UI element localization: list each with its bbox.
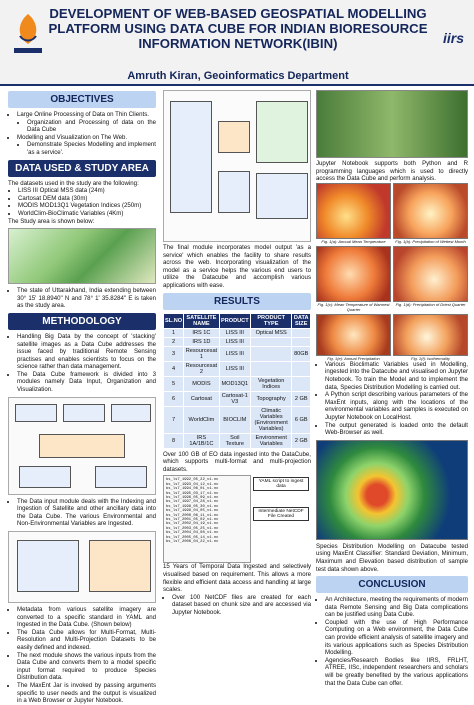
table-cell: 2 — [164, 337, 184, 346]
figure-caption: Fig. 1(a): Annual Mean Temperature — [321, 238, 386, 244]
bioclim-map — [393, 246, 468, 302]
table-cell: Cartosat-1 V3 — [219, 391, 250, 406]
table-cell: MODIS — [184, 376, 220, 391]
table-cell: 5 — [164, 376, 184, 391]
conclusion-heading: CONCLUSION — [316, 576, 468, 593]
list-item: • A Python script describing various parameters of the MaxEnt inputs, along with the locations of the environmental variables and samples is executed on Jupyter Notebook on LocalHost. — [325, 391, 468, 421]
bioclim-map — [393, 183, 468, 239]
table-cell: Soil Texture — [219, 433, 250, 448]
table-cell: 7 — [164, 406, 184, 433]
temporal-text: 15 Years of Temporal Data Ingested and selectively visualised based on requirement. This allows a more flexible and efficient data access and handling at large scales. — [163, 563, 311, 594]
bioclim-map — [316, 183, 391, 239]
table-cell — [292, 337, 311, 346]
table-cell: LISS III — [219, 337, 250, 346]
table-row — [164, 337, 311, 346]
results-heading: RESULTS — [163, 293, 311, 310]
table-cell — [292, 376, 311, 391]
bioclim-grid — [316, 183, 468, 361]
table-cell: IRS 1D — [184, 337, 220, 346]
ingestion-diagram — [8, 531, 156, 603]
list-item: • Organization and Processing of data on the Data Cube — [27, 119, 156, 134]
table-cell: MOD13Q1 — [219, 376, 250, 391]
table-cell: Vegetation Indices — [250, 376, 292, 391]
module-text: The final module incorporates model output 'as a service' which enables the facility to share results across the web. Incorporating visualization of the model as a service helps the various end users to utilize the Datacube and accomplish various applications with ease. — [163, 244, 311, 289]
figure-caption: Fig. 1(e): Annual Precipitation — [327, 355, 380, 361]
sdm-caption: Species Distribution Modelling on Datacube tested using MaxEnt Classifier: Standard Deviation, Minimum, Maximum and Elevation based distribution of sample test data shown above. — [316, 542, 468, 573]
satellite-image-strip — [316, 90, 468, 158]
list-item: • MODIS MOD13Q1 Vegetation Indices (250m) — [18, 202, 156, 210]
methodology-list-c — [8, 606, 156, 705]
study-area-map — [8, 228, 156, 284]
column-right — [316, 88, 468, 687]
list-item: • The Data Cube framework is divided into 3 modules namely Data Input, Organization and Visualization. — [17, 371, 156, 394]
table-header: SATELLITE NAME — [184, 313, 220, 328]
table-header: PRODUCT — [219, 313, 250, 328]
architecture-diagram — [163, 90, 311, 242]
table-cell: Topography — [250, 391, 292, 406]
table-row — [164, 376, 311, 391]
table-row — [164, 328, 311, 337]
table-row — [164, 346, 311, 361]
table-cell: 2 GB — [292, 433, 311, 448]
list-item: • Demonstrate Species Modelling and implement 'as a service'. — [27, 141, 156, 156]
table-row — [164, 433, 311, 448]
list-item: • The next module shows the various inputs from the Data Cube and converts them to a model specific input format required to produce Species Distribution data. — [17, 652, 156, 682]
datasets-table — [163, 313, 311, 449]
ingest-text: Over 100 GB of EO data ingested into the DataCube, which supports multi-format and multi-projection datasets. — [163, 450, 311, 473]
table-header: DATA SIZE — [293, 314, 309, 327]
study-area-line: The Study area is shown below: — [8, 217, 95, 225]
bioclim-map — [393, 314, 468, 356]
table-row — [164, 391, 311, 406]
list-item: • Large Online Processing of Data on Thin Clients. — [17, 111, 156, 119]
table-cell — [250, 337, 292, 346]
table-cell: 2 GB — [292, 391, 311, 406]
column-left — [8, 88, 156, 705]
list-item: • Over 100 NetCDF files are created for each dataset based on chunk size and are accessed via Jupyter Notebook. — [172, 594, 311, 617]
figure-caption: Fig. 1(c): Mean Temperature of Warmest Quarter — [317, 301, 390, 312]
list-item: • The output generated is loaded onto the default Web-Browser as well. — [325, 422, 468, 437]
table-cell: LISS III — [219, 328, 250, 337]
list-item: • The Data Cube allows for Multi-Format, Multi-Resolution and Multi-Projection Datasets to be easily defined and indexed. — [17, 629, 156, 652]
table-cell: 3 — [164, 346, 184, 361]
conclusion-list — [316, 596, 468, 687]
list-item: • WorldClim-BioClimatic Variables (4Km) — [18, 210, 156, 218]
table-row — [164, 406, 311, 433]
sdm-output-map — [316, 440, 468, 540]
table-cell: Cartosat — [184, 391, 220, 406]
table-cell: 4 — [164, 361, 184, 376]
table-cell: 6 — [164, 391, 184, 406]
list-item: • Agencies/Research Bodies like IIRS, FRLHT, ATREE, IISc, independent researchers and scholars will be greatly benefited by the various applications that the Data Cube can offer. — [325, 657, 468, 687]
table-cell — [292, 328, 311, 337]
list-item: • Coupled with the use of High Performance Computing on a Web environment, the Data Cube can provide efficient analysis of satellite imagery and its various applications such as Species Distribution Modelling. — [325, 619, 468, 657]
list-item: • Modelling and Visualization on The Web. — [17, 134, 156, 142]
table-header: PRODUCT TYPE — [250, 313, 292, 328]
bioclim-map — [316, 246, 391, 302]
bioclim-list — [316, 361, 468, 437]
isro-logo-icon — [10, 12, 46, 56]
list-item: • Cartosat DEM data (30m) — [18, 195, 156, 203]
list-item: • An Architecture, meeting the requirements of modern data Remote Sensing and Big Data complications can be justified using Data Cube. — [325, 596, 468, 619]
iirs-logo: iirs — [442, 30, 464, 46]
table-cell — [250, 346, 292, 361]
table-cell — [292, 361, 311, 376]
list-item: • Various Bioclimatic Variables used in Modelling, ingested into the Datacube and visualised on Jupyter Notebook. To train the Model and to implement the data, Species Distribution Modelling is carried out. — [325, 361, 468, 391]
figure-caption: Fig. 1(f): Isothermality — [411, 355, 450, 361]
table-row — [164, 361, 311, 376]
list-item: • Handling Big Data by the concept of 'stacking' satellite images as a Data Cube addresses the issue faced by traditional Remote Sensing practises and enables scientists to focus on the science rather than data management. — [17, 333, 156, 371]
dataset-list — [8, 187, 156, 217]
table-cell: 1 — [164, 328, 184, 337]
list-item: • The MaxEnt Jar is invoked by passing arguments specific to user needs and the output is visualized in a Web Browser or Jupyter Notebook. — [17, 682, 156, 705]
objectives-list — [8, 111, 156, 157]
column-middle — [163, 88, 311, 617]
poster-title: DEVELOPMENT OF WEB-BASED GEOSPATIAL MODELLING PLATFORM USING DATA CUBE FOR INDIAN BIORESOURCE INFORMATION NETWORK(IBIN) — [48, 6, 428, 51]
datacube-flow-diagram — [8, 397, 156, 495]
netcdf-list — [163, 594, 311, 617]
table-cell: 8 — [164, 433, 184, 448]
table-cell: Climatic Variables (Environment Variables) — [250, 406, 292, 433]
table-cell: 80GB — [292, 346, 311, 361]
list-item: • Metadata from various satellite imagery are converted to a specific standard in YAML and Ingested in the Data Cube. (Shown below) — [17, 606, 156, 629]
table-cell: 6 GB — [292, 406, 311, 433]
data-intro: The datasets used in the study are the following: — [8, 179, 139, 187]
figure-caption: Fig. 1(b): Precipitation of Wettest Month — [395, 238, 466, 244]
figure-caption: Fig. 1(d): Precipitation of Driest Quarter — [395, 301, 466, 307]
bioclim-map — [316, 314, 391, 356]
table-cell: Resourcesat 2 — [184, 361, 220, 376]
state-text-list — [8, 287, 156, 310]
yaml-label: YAML script to ingest data — [253, 477, 309, 491]
table-cell: Resourcesat 1 — [184, 346, 220, 361]
table-cell: IRS 1C — [184, 328, 220, 337]
ingest-figure — [163, 473, 311, 563]
methodology-heading: METHODOLOGY — [8, 313, 156, 330]
table-cell: Environment Variables — [250, 433, 292, 448]
console-output: bs_ls7_1992_05_22_v1.nc bs_ls7_1993_04_12_v1.nc bs_ls7_1994_06_01_v1.nc bs_ls7_1995_03_17_v1.nc bs_ls7_1996_05_09_v1.nc bs_ls7_1997_04_28_v1.nc bs_ls7_1998_05_30_v1.nc bs_ls7_1999_04_05_v1.nc bs_ls7_2000_06_11_v1.nc bs_ls7_2001_05_02_v1.nc bs_ls7_2002_04_19_v1.nc bs_ls7_2003_05_25_v1.nc bs_ls7_2004_04_08_v1.nc bs_ls7_2005_05_14_v1.nc bs_ls7_2006_04_22_v1.nc — [163, 475, 251, 563]
state-text: • The state of Uttarakhand, India extending between 30° 15' 18.8940'' N and 78° 1' 35.8284'' E is taken as the study area. — [17, 287, 156, 310]
table-body — [164, 328, 311, 448]
table-cell: LISS III — [219, 346, 250, 361]
table-cell: BIOCLIM — [219, 406, 250, 433]
objectives-heading: OBJECTIVES — [8, 91, 156, 108]
table-cell — [250, 361, 292, 376]
poster-header — [0, 0, 474, 86]
jupyter-text: Jupyter Notebook supports both Python and R programming languages which is used to directly access the Data Cube and perform analysis. — [316, 160, 468, 183]
table-cell: IRS 1A/1B/1C — [184, 433, 220, 448]
data-study-heading: DATA USED & STUDY AREA — [8, 160, 156, 177]
table-header: SL.NO — [164, 313, 184, 328]
table-cell: LISS III — [219, 361, 250, 376]
methodology-list-b — [8, 498, 156, 528]
netcdf-label: Intermediate NetCDF File Created — [253, 507, 309, 521]
table-cell: WorldClim — [184, 406, 220, 433]
list-item: • LISS III Optical MSS data (24m) — [18, 187, 156, 195]
poster-author: Amruth Kiran, Geoinformatics Department — [127, 70, 349, 82]
methodology-list-a — [8, 333, 156, 394]
table-cell: Optical MSS — [250, 328, 292, 337]
list-item: • The Data input module deals with the Indexing and Ingestion of Satellite and other ancillary data into the Data Cube. The various Environmental and Non-Environmental Variables are Ingested. — [17, 498, 156, 528]
